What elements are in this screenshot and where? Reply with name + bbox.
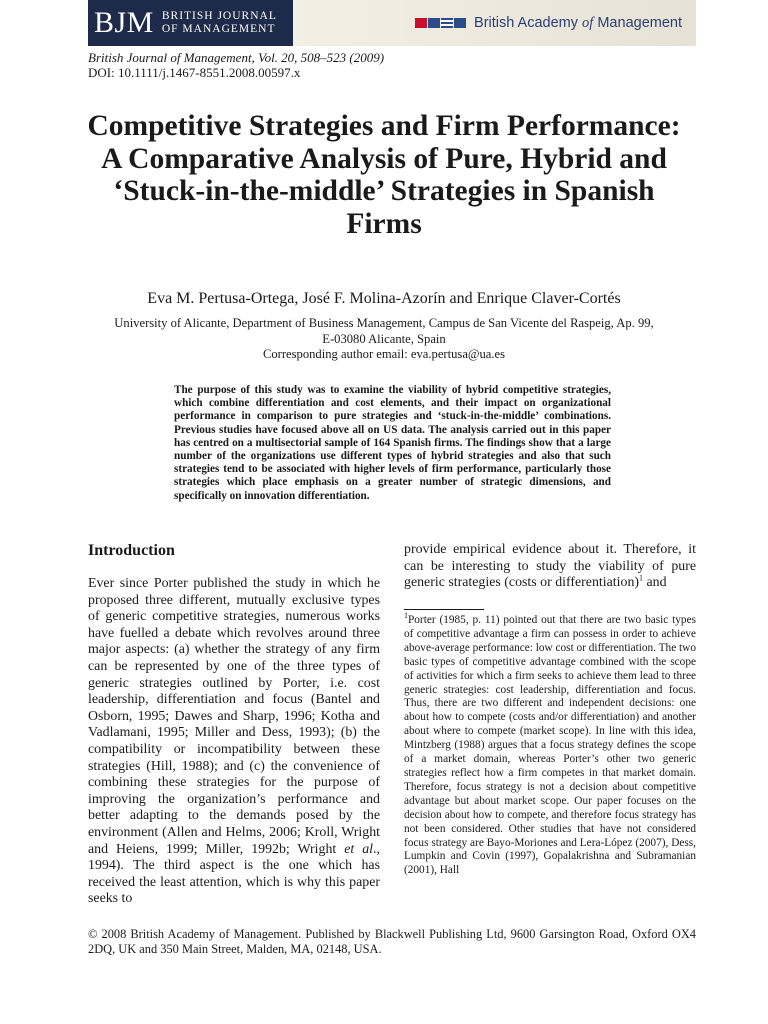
citation: British Journal of Management, Vol. 20, 508–523 (2009) (88, 50, 385, 65)
affiliation-line: E-03080 Alicante, Spain (322, 331, 446, 346)
journal-logo: BJM (94, 6, 154, 39)
footnote-marker[interactable]: 1 (639, 573, 644, 583)
section-heading-introduction: Introduction (88, 542, 175, 559)
footnote: $^1$Porter (1985, p. 11) pointed out that there are two basic types of competitive advantage a firm can possess in order to achieve above-average performance: low cost or differentiation. The two basic types of competitive advantage combined with the scope of activities for which a firm seeks to achieve them lead to three generic strategies: cost leadership, differentiation and focus. Thus, there are two different and independent decisions: one about how to compete (costs and/or differentiation) and another about where to compete (market scope). In line with this idea, Mintzberg (1988) argues that a focus strategy defines the scope of a market domain, whereas Porter’s other two generic strategies reflect how a firm competes in that market domain. Therefore, focus strategy is not a decision about competitive advantage but about market scope. Our paper focuses on the decision about how to compete, and therefore focus strategy has not been considered. Other studies that have not considered focus strategy are Bayo-Moriones and Lera-López (2007), Dess, Lumpkin and Covin (1997), Gopalakrishna and Subramanian (2001), Hall (404, 611, 696, 877)
doi: DOI: 10.1111/j.1467-8551.2008.00597.x (88, 65, 301, 80)
corresponding-email: Corresponding author email: eva.pertusa@ua.es (262, 347, 506, 361)
body-text-left: Ever since Porter published the study in which he proposed three different, mutually exclusive types of generic competitive strategies, numerous works have fuelled a debate which revolves around three major aspects: (a) whether the strategy of any firm can be represented by one of the three types of generic strategies outlined by Porter, i.e. cost leadership, differentiation and focus (Bantel and Osborn, 1995; Dawes and Sharp, 1996; Kotha and Vadlamani, 1995; Miller and Dess, 1993); (b) the compatibility or incompatibility between these strategies (Hill, 1988); and (c) the convenience of combining these strategies for the purpose of improving the organization’s performance and better adapting to the demands posed by the environment (Allen and Helms, 2006; Kroll, Wright and Heiens, 1999; Miller, 1992b; Wright et al., 1994). The third aspect is the one which has received the least attention, which is why this paper seeks to (88, 576, 380, 907)
journal-logo-block (88, 0, 293, 46)
copyright-notice: © 2008 British Academy of Management. Published by Blackwell Publishing Ltd, 9600 Garsington Road, Oxford OX4 2DQ, UK and 350 Main Street, Malden, MA, 02148, USA. (88, 927, 696, 956)
footnote-divider (404, 609, 484, 610)
journal-name: BRITISH JOURNAL OF MANAGEMENT (161, 10, 277, 35)
journal-banner (88, 0, 696, 46)
paper-title: Competitive Strategies and Firm Performance: A Comparative Analysis of Pure, Hybrid and ‘Stuck-in-the-middle’ Strategies in Spanish Firms (87, 110, 681, 240)
academy-block (293, 0, 696, 46)
affiliation-line: University of Alicante, Department of Business Management, Campus de San Vicente del Raspeig, Ap. 99, (114, 316, 654, 330)
body-text-right: provide empirical evidence about it. Therefore, it can be interesting to study the viability of pure generic strategies (costs or differentiation)$^1$ and (404, 542, 696, 591)
flag-icon (415, 18, 466, 28)
abstract: The purpose of this study was to examine the viability of hybrid competitive strategies, which combine differentiation and cost elements, and their impact on organizational performance in comparison to pure strategies and ‘stuck-in-the-middle’ combinations. Previous studies have focused above all on US data. The analysis carried out in this paper has centred on a multisectorial sample of 164 Spanish firms. The findings show that a large number of the organizations use different types of hybrid strategies and also that such strategies tend to be associated with higher levels of firm performance, particularly those strategies which place emphasis on a greater number of strategic dimensions, and specifically on innovation differentiation. (174, 384, 611, 502)
affiliation (80, 316, 688, 363)
authors: Eva M. Pertusa-Ortega, José F. Molina-Azorín and Enrique Claver-Cortés (147, 290, 621, 307)
academy-name: British Academy of Management (474, 14, 682, 31)
